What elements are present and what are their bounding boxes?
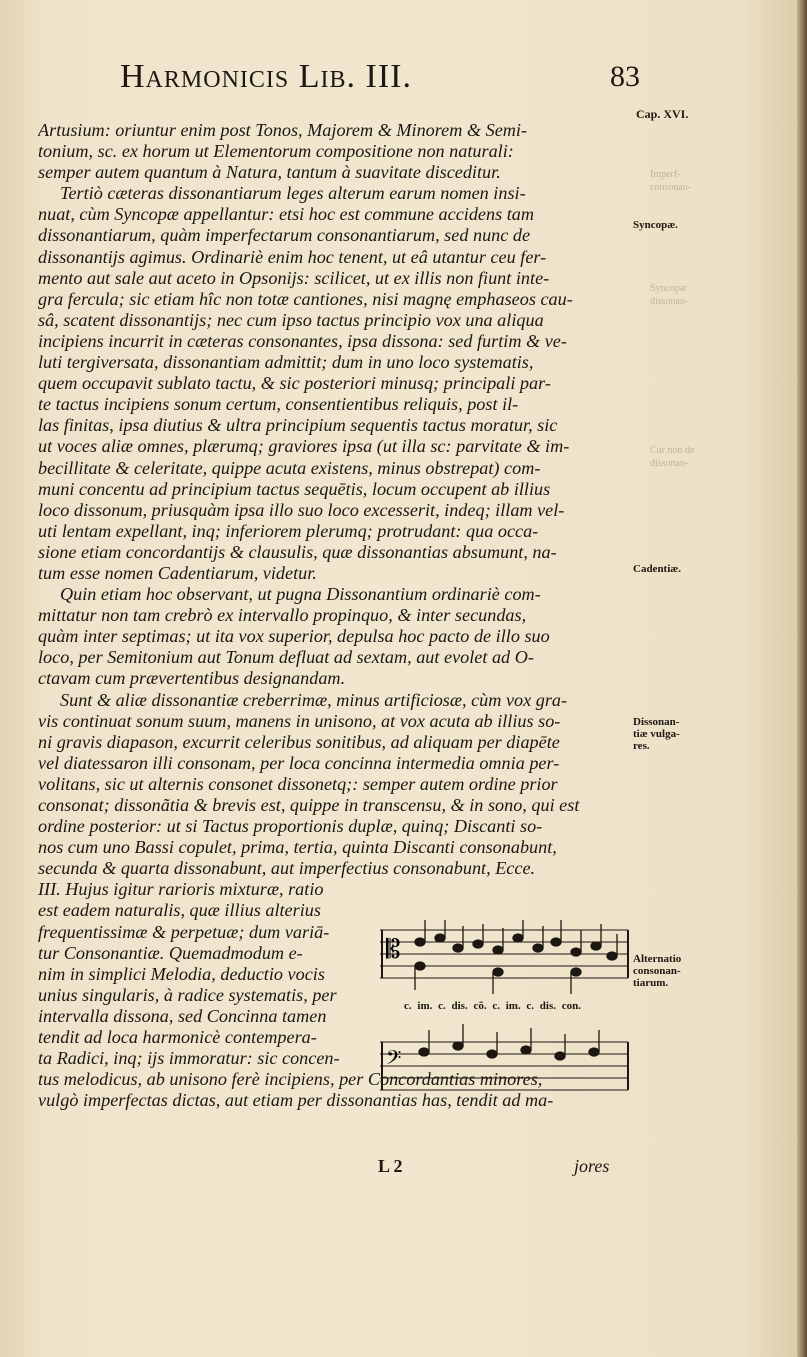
text-line: Sunt & aliæ dissonantiæ creberrimæ, minus artificiosæ, cùm vox gra- [60,689,568,710]
text-line: mento aut sale aut aceto in Opsonijs: scilicet, ut ex illis non fiunt inte- [38,267,550,288]
text-line: intervalla dissona, sed Concinna tamen [38,1005,327,1026]
text-line: las finitas, ipsa diutius & ultra principium sequentis tactus moratur, sic [38,415,558,436]
text-line: ta Radici, inq; ijs immoratur: sic concen- [38,1048,340,1069]
text-line: nos cum uno Bassi copulet, prima, tertia, quinta Discanti consonabunt, [38,837,557,858]
text-line: volitans, sic ut alternis consonet dissonetq;: semper autem ordine prior [38,773,558,794]
text-line: nuat, cùm Syncopæ appellantur: etsi hoc est commune accidens tam [38,204,535,225]
show-through-note: Imperf- [650,169,681,180]
show-through-note: Syncopæ [650,283,687,294]
text-line: tonium, sc. ex horum ut Elementorum compositione non naturali: [38,141,514,162]
margin-note-dissonantiae [633,716,680,752]
show-through-note: consonan- [650,182,692,193]
text-line: Artusium: oriuntur enim post Tonos, Majorem & Minorem & Semi- [38,120,528,140]
text-line: becillitate & celeritate, quippe acuta existens, minus obstrepat) com- [38,457,541,478]
text-line: loco, per Semitonium aut Tonum defluat ad sextam, aut evolet ad O- [38,647,534,668]
text-line: gra fercula; sic etiam hîc non totæ cantiones, nisi magnę emphaseos cau- [38,288,573,309]
show-through-note: Cur non de [650,445,695,456]
margin-note-line: Alternatio [633,953,682,965]
page-header [120,58,640,100]
text-line: secunda & quarta dissonabunt, aut imperfectius consonabunt, Ecce. [38,858,536,879]
margin-note-alternatio [633,953,681,989]
text-line: uti lentam expellant, inq; inferiorem plerumq; protrudant: qua occa- [38,520,539,541]
text-line: ni gravis diapason, excurrit celeribus sonitibus, ad aliquam per diapēte [38,731,560,752]
page-edge-shadow [797,0,807,1357]
text-line: vis continuat sonum suum, manens in unisono, at vox acuta ab illius so- [38,710,561,731]
signature-mark: L 2 [378,1156,403,1176]
margin-note-line: consonan- [633,965,681,977]
margin-note-line: tiæ vulga- [633,728,680,740]
text-line: muni concentu ad principium tactus sequētis, locum occupent ab illius [38,478,551,499]
text-line: tur Consonantiæ. Quemadmodum e- [38,942,303,963]
text-line: sione etiam concordantijs & clausulis, quæ dissonantias absumunt, na- [38,541,557,562]
music-staff-lower [380,1022,630,1102]
text-line: loco dissonum, priusquàm ipsa illo suo loco excesserit, indeq; illam vel- [38,499,565,520]
margin-note-syncopae: Syncopæ. [633,219,678,231]
text-line: quàm inter septimas; ut ita vox superior, depulsa hoc pacto de illo suo [38,626,550,647]
text-line: sâ, scatent dissonantijs; nec cum ipso tactus principio vox una aliqua [38,309,544,330]
text-line: vulgò imperfectas dictas, aut etiam per dissonantias has, tendit ad ma- [38,1090,554,1111]
margin-note-line: res. [633,740,650,752]
running-title: Harmonicis Lib. III. [120,58,412,95]
text-line: tendit ad loca harmonicè contempera- [38,1027,317,1048]
text-line: ctavam cum prævertentibus designandam. [38,668,346,689]
text-line: ut voces aliæ omnes, plærumq; graviores ipsa (ut illa sc: parvitate & im- [38,436,570,457]
text-line: nim in simplici Melodia, deductio vocis [38,963,325,984]
text-line: frequentissimæ & perpetuæ; dum variā- [38,921,330,942]
chapter-marker: Cap. XVI. [636,107,689,121]
text-line: dissonantijs agimus. Ordinariè enim hoc tenent, ut eâ utantur ceu fer- [38,246,547,267]
text-line: dissonantiarum, quàm imperfectarum consonantiarum, sed nunc de [38,225,531,246]
text-line: semper autem quantum à Natura, tantum à suavitate disceditur. [38,162,501,183]
margin-note-cadentiae: Cadentiæ. [633,563,681,575]
bass-clef-icon: 𝄢 [386,1046,402,1074]
show-through-note: dissonan- [650,458,689,469]
margin-note-line: Dissonan- [633,716,680,728]
text-line: quem occupavit sublato tactu, & sic posteriori minusq; principali par- [38,373,551,394]
clef-icon: 𝄡 [386,935,401,965]
text-line: tum esse nomen Cadentiarum, videtur. [38,562,317,583]
text-line: unius singularis, à radice systematis, per [38,984,337,1005]
text-line: te tactus incipiens sonum certum, consentientibus reliquis, post il- [38,394,519,415]
main-text-block [38,120,626,879]
text-line: Quin etiam hoc observant, ut pugna Dissonantium ordinariè com- [60,584,541,605]
text-line: III. Hujus igitur rarioris mixturæ, ratio [38,879,324,900]
text-line: consonat; dissonãtia & brevis est, quippe in transcensu, & in sono, qui est [38,795,580,815]
text-line: mittatur non tam crebrò ex intervallo propinquo, & inter secundas, [38,605,527,626]
text-line: vel diatessaron illi consonam, per loca concinna intermedia omnia per- [38,752,560,773]
text-line: ordine posterior: ut si Tactus proportionis duplæ, quinq; Discanti so- [38,816,543,837]
page-number: 83 [610,60,640,93]
score-labels: c. im. c. dis. cõ. c. im. c. dis. con. [404,1000,582,1012]
margin-note-line: tiarum. [633,977,669,989]
catchword: jores [574,1156,610,1176]
music-staff-upper [380,920,630,1000]
show-through-note: dissonan- [650,296,689,307]
text-line: luti tergiversata, dissonantiam admittit; dum in uno loco systematis, [38,352,534,373]
text-line: tus melodicus, ab unisono ferè incipiens, per Concordantias minores, [38,1069,543,1090]
text-line: Tertiò cæteras dissonantiarum leges alterum earum nomen insi- [60,183,526,204]
text-line: est eadem naturalis, quæ illius alterius [38,900,321,921]
text-line: incipiens incurrit in cæteras consonantes, ipsa dissona: sed furtim & ve- [38,330,567,351]
